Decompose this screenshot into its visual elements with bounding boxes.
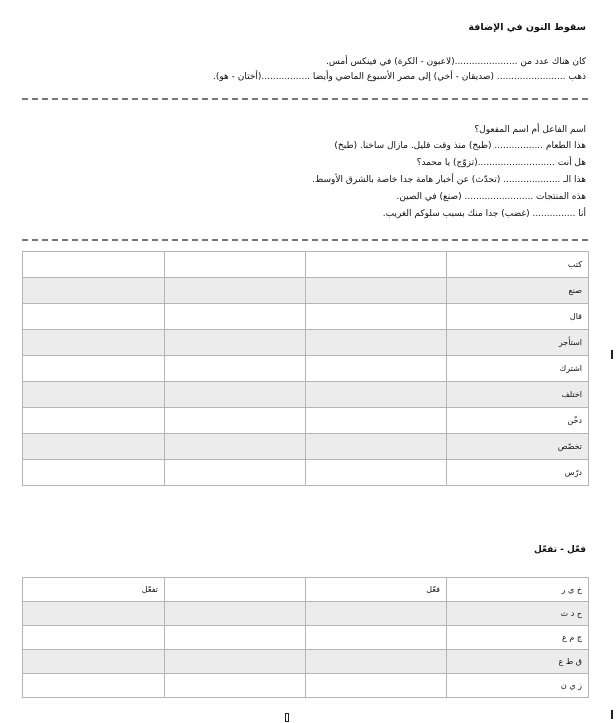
page-title: سقوط النون في الإضافة — [468, 22, 586, 33]
root-cell: ج م ع — [447, 626, 589, 650]
empty-cell[interactable] — [23, 602, 165, 626]
table-row — [23, 252, 589, 278]
resize-handle[interactable] — [285, 713, 289, 722]
empty-cell[interactable] — [306, 252, 447, 278]
empty-cell[interactable] — [165, 304, 306, 330]
dashed-separator — [22, 98, 588, 100]
edge-mark — [611, 350, 613, 359]
empty-cell[interactable] — [165, 650, 306, 674]
exercise2-line-3: هذا الـ .................... (تحدّث) عن أخبار هامة جدا خاصة بالشرق الأوسط. — [312, 175, 586, 185]
verb-cell: استأجر — [447, 330, 589, 356]
empty-cell[interactable] — [23, 460, 165, 486]
empty-cell[interactable] — [306, 602, 447, 626]
empty-cell[interactable] — [306, 408, 447, 434]
empty-cell[interactable] — [306, 278, 447, 304]
empty-cell[interactable] — [23, 650, 165, 674]
verb-cell: دخّن — [447, 408, 589, 434]
empty-cell[interactable] — [23, 626, 165, 650]
root-cell: ح د ث — [447, 602, 589, 626]
exercise2-question: اسم الفاعل أم اسم المفعول؟ — [474, 125, 586, 135]
verb-cell: اختلف — [447, 382, 589, 408]
empty-cell[interactable] — [165, 626, 306, 650]
header-cell: فعّل — [306, 578, 447, 602]
empty-cell[interactable] — [165, 460, 306, 486]
section2-title: فعّل - تفعّل — [534, 545, 586, 555]
verb-cell: تخصّص — [447, 434, 589, 460]
empty-cell[interactable] — [23, 674, 165, 698]
empty-cell[interactable] — [23, 252, 165, 278]
empty-cell[interactable] — [23, 304, 165, 330]
empty-cell[interactable] — [306, 382, 447, 408]
exercise1-line-2: ذهب ........................ (صديقان - أخي) إلى مصر الأسبوع الماضي وأيضا .................(أختان - هو). — [213, 72, 586, 82]
table-row — [23, 278, 589, 304]
empty-cell[interactable] — [23, 408, 165, 434]
verb-cell: صنع — [447, 278, 589, 304]
empty-cell[interactable] — [165, 278, 306, 304]
empty-cell[interactable] — [306, 304, 447, 330]
exercise2-line-2: هل أنت ...........................(تزوّج) يا محمد؟ — [416, 158, 586, 168]
verb-cell: كتب — [447, 252, 589, 278]
empty-cell[interactable] — [306, 650, 447, 674]
empty-cell[interactable] — [165, 330, 306, 356]
empty-cell[interactable] — [165, 674, 306, 698]
table-row — [23, 330, 589, 356]
edge-mark — [611, 710, 613, 719]
table-row — [23, 382, 589, 408]
empty-cell[interactable] — [165, 434, 306, 460]
empty-cell[interactable] — [306, 626, 447, 650]
root-cell: ق ط ع — [447, 650, 589, 674]
root-cell: ز ي ن — [447, 674, 589, 698]
table-row — [23, 408, 589, 434]
empty-cell[interactable] — [306, 356, 447, 382]
empty-cell[interactable] — [23, 278, 165, 304]
empty-cell[interactable] — [23, 382, 165, 408]
table-row — [23, 650, 589, 674]
empty-cell[interactable] — [165, 602, 306, 626]
empty-cell[interactable] — [306, 330, 447, 356]
empty-cell[interactable] — [23, 356, 165, 382]
empty-cell[interactable] — [165, 408, 306, 434]
exercise2-line-4: هذه المنتجات ........................ (صنع) في الصين. — [396, 192, 586, 202]
table-row — [23, 602, 589, 626]
empty-cell[interactable] — [23, 330, 165, 356]
table-row — [23, 356, 589, 382]
exercise2-line-1: هذا الطعام ................. (طبخ) منذ وقت قليل. مازال ساخنا. (طبخ) — [334, 141, 586, 151]
verbs-table — [22, 251, 589, 486]
empty-cell[interactable] — [306, 434, 447, 460]
verb-cell: اشترك — [447, 356, 589, 382]
verb-cell: درّس — [447, 460, 589, 486]
exercise1-line-1: كان هناك عدد من ......................(لاعبون - الكرة) في فينكس أمس. — [326, 57, 586, 67]
forms-table — [22, 577, 589, 698]
header-cell: تفعّل — [23, 578, 165, 602]
dashed-separator — [22, 239, 588, 241]
empty-cell[interactable] — [165, 252, 306, 278]
empty-cell[interactable] — [165, 382, 306, 408]
table-row — [23, 460, 589, 486]
table-row — [23, 304, 589, 330]
empty-cell[interactable] — [23, 434, 165, 460]
table-header-row — [23, 578, 589, 602]
empty-cell[interactable] — [165, 356, 306, 382]
root-cell: خ ي ر — [447, 578, 589, 602]
empty-cell[interactable] — [306, 674, 447, 698]
empty-cell[interactable] — [306, 460, 447, 486]
exercise2-line-5: أنا ............... (غضب) جدا منك بسبب سلوكم الغريب. — [382, 209, 586, 219]
table-row — [23, 434, 589, 460]
table-row — [23, 626, 589, 650]
header-cell — [165, 578, 306, 602]
table-row — [23, 674, 589, 698]
verb-cell: قال — [447, 304, 589, 330]
